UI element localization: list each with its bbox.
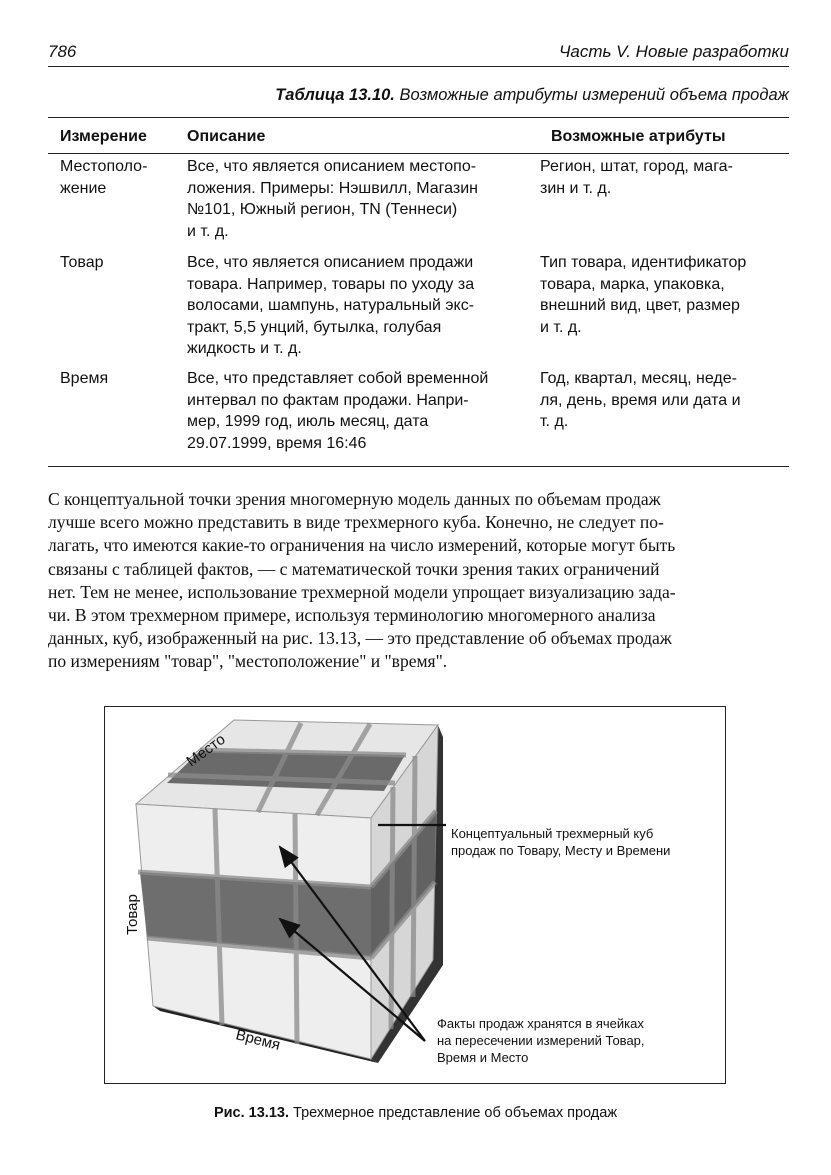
column-header-dimension: Измерение [60, 128, 147, 145]
row-attributes [540, 156, 780, 199]
cell-line: 29.07.1999, время 16:46 [187, 434, 367, 452]
cell-line: товара. Например, товары по уходу за [187, 275, 475, 293]
cell-line: Регион, штат, город, мага- [540, 158, 733, 175]
cell-line: мер, 1999 год, июль месяц, дата [187, 413, 429, 430]
cell-line: и т. д. [187, 222, 229, 240]
figure-caption-text: Трехмерное представление об объемах продаж [293, 1105, 618, 1121]
body-paragraph [48, 488, 789, 674]
paragraph-line: С концептуальной точки зрения многомерную модель данных по объемам продаж [48, 489, 661, 509]
row-dimension [60, 156, 180, 199]
label-line: на пересечении измерений Товар, [437, 1033, 645, 1048]
axis-label-place: Место [183, 730, 229, 771]
cell-line: тракт, 5,5 унций, бутылка, голубая [187, 318, 442, 336]
cell-line: внешний вид, цвет, размер [540, 297, 740, 314]
cell-line: товара, марка, упаковка, [540, 275, 725, 293]
cell-line: Время [60, 370, 109, 387]
page-header [48, 40, 789, 67]
cell-line: Все, что является описанием местопо- [187, 158, 477, 175]
label-cube [451, 825, 670, 859]
cell-line: интервал по фактам продажи. Напри- [187, 391, 469, 409]
table-header [48, 118, 789, 154]
label-line: Концептуальный трехмерный куб [451, 826, 654, 841]
row-description [187, 368, 518, 454]
cell-line: Все, что является описанием продажи [187, 254, 474, 271]
cell-line: Год, квартал, месяц, неде- [540, 370, 737, 387]
paragraph-line: лагать, что имеются какие-то ограничения на число измерений, которые могут быть [48, 535, 676, 556]
label-line: продаж по Товару, Месту и Времени [451, 843, 671, 858]
cell-line: ложения. Примеры: Нэшвилл, Магазин [187, 179, 478, 197]
cell-line: зин и т. д. [540, 179, 612, 197]
paragraph-line: лучше всего можно представить в виде трехмерного куба. Конечно, не следует по- [48, 512, 664, 533]
row-dimension [60, 252, 180, 274]
paragraph-line: связаны с таблицей фактов, — с математической точки зрения таких ограничений [48, 558, 660, 579]
figure-caption [0, 1105, 831, 1121]
paragraph-line: данных, куб, изображенный на рис. 13.13, — это представление об объемах продаж [48, 628, 672, 649]
cell-line: т. д. [540, 413, 569, 430]
label-facts [437, 1015, 645, 1066]
table-row [48, 368, 789, 466]
table-caption-label: Таблица 13.10. [275, 86, 395, 104]
paragraph-line: нет. Тем не менее, использование трехмерной модели упрощает визуализацию зада- [48, 581, 676, 602]
cell-line: и т. д. [540, 318, 582, 336]
table-caption [275, 86, 789, 105]
cell-line: Местополо- [60, 158, 148, 175]
row-description [187, 156, 518, 242]
attributes-table [48, 117, 789, 467]
label-line: Время и Место [437, 1050, 529, 1065]
cell-line: Товар [60, 254, 104, 271]
row-attributes [540, 252, 780, 338]
paragraph-line: по измерениям "товар", "местоположение" и "время". [48, 651, 448, 672]
axis-label-time: Время [234, 1026, 282, 1054]
cube-figure [104, 706, 726, 1084]
cell-line: волосами, шампунь, натуральный экс- [187, 297, 475, 314]
column-header-description: Описание [187, 128, 266, 145]
cell-line: №101, Южный регион, TN (Теннеси) [187, 201, 458, 218]
cell-line: жидкость и т. д. [187, 340, 302, 357]
figure-caption-label: Рис. 13.13. [213, 1105, 289, 1121]
running-title: Часть V. Новые разработки [558, 42, 789, 61]
table-row [48, 252, 789, 368]
table-row [48, 156, 789, 252]
cell-line: ля, день, время или дата и [540, 391, 741, 409]
column-header-attributes: Возможные атрибуты [551, 128, 726, 145]
row-description [187, 252, 518, 360]
cell-line: Все, что представляет собой временной [187, 370, 489, 387]
cell-line: Тип товара, идентификатор [540, 254, 747, 271]
label-line: Факты продаж хранятся в ячейках [437, 1016, 644, 1031]
page-number: 786 [48, 42, 77, 61]
paragraph-line: чи. В этом трехмерном примере, используя терминологию многомерного анализа [48, 605, 656, 626]
row-dimension [60, 368, 180, 390]
table-caption-text: Возможные атрибуты измерений объема продаж [399, 86, 789, 104]
cell-line: жение [60, 179, 107, 197]
row-attributes [540, 368, 780, 433]
axis-label-product: Товар [124, 894, 141, 935]
